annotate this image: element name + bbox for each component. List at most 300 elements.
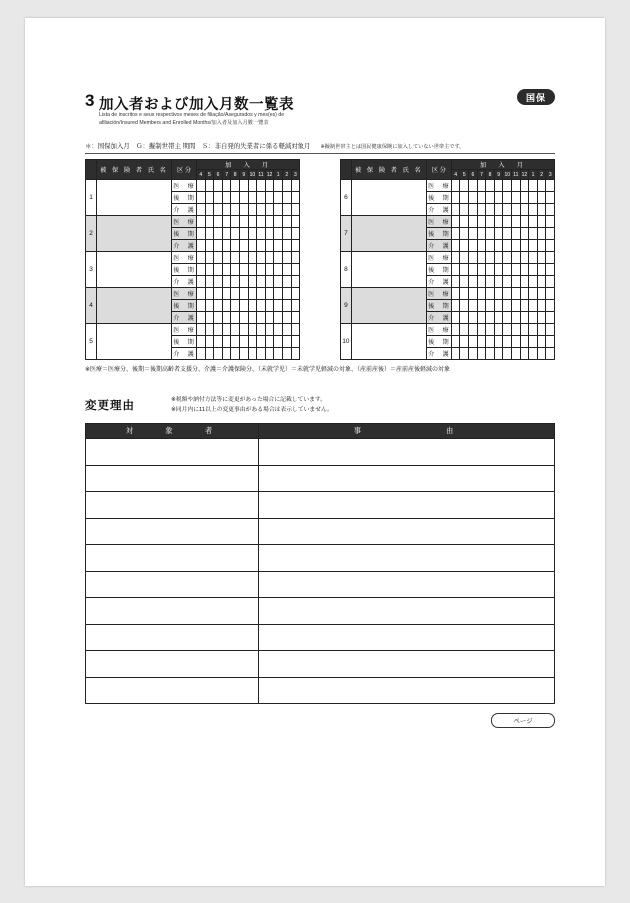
month-cell[interactable]: [222, 192, 231, 204]
month-cell[interactable]: [477, 324, 486, 336]
month-cell[interactable]: [494, 204, 503, 216]
reason-target-cell[interactable]: [86, 677, 259, 704]
month-cell[interactable]: [537, 300, 546, 312]
month-cell[interactable]: [265, 264, 274, 276]
month-cell[interactable]: [503, 288, 512, 300]
month-cell[interactable]: [520, 228, 529, 240]
month-cell[interactable]: [469, 216, 478, 228]
month-cell[interactable]: [520, 300, 529, 312]
month-cell[interactable]: [460, 252, 469, 264]
month-cell[interactable]: [197, 192, 206, 204]
month-cell[interactable]: [274, 192, 283, 204]
month-cell[interactable]: [257, 252, 266, 264]
insured-name-cell[interactable]: [97, 216, 172, 252]
month-cell[interactable]: [291, 288, 300, 300]
month-cell[interactable]: [537, 336, 546, 348]
reason-target-cell[interactable]: [86, 651, 259, 678]
month-cell[interactable]: [512, 312, 521, 324]
reason-target-cell[interactable]: [86, 571, 259, 598]
month-cell[interactable]: [231, 204, 240, 216]
month-cell[interactable]: [231, 300, 240, 312]
month-cell[interactable]: [214, 192, 223, 204]
month-cell[interactable]: [529, 240, 538, 252]
month-cell[interactable]: [257, 324, 266, 336]
month-cell[interactable]: [503, 276, 512, 288]
month-cell[interactable]: [265, 324, 274, 336]
month-cell[interactable]: [239, 192, 248, 204]
month-cell[interactable]: [248, 228, 257, 240]
month-cell[interactable]: [205, 240, 214, 252]
month-cell[interactable]: [486, 252, 495, 264]
month-cell[interactable]: [197, 312, 206, 324]
month-cell[interactable]: [274, 288, 283, 300]
month-cell[interactable]: [494, 288, 503, 300]
month-cell[interactable]: [546, 252, 555, 264]
month-cell[interactable]: [460, 312, 469, 324]
reason-reason-cell[interactable]: [259, 545, 555, 572]
month-cell[interactable]: [282, 240, 291, 252]
month-cell[interactable]: [529, 336, 538, 348]
month-cell[interactable]: [503, 264, 512, 276]
month-cell[interactable]: [222, 228, 231, 240]
month-cell[interactable]: [494, 276, 503, 288]
month-cell[interactable]: [231, 324, 240, 336]
month-cell[interactable]: [291, 348, 300, 360]
month-cell[interactable]: [239, 228, 248, 240]
month-cell[interactable]: [274, 228, 283, 240]
month-cell[interactable]: [520, 204, 529, 216]
month-cell[interactable]: [214, 180, 223, 192]
month-cell[interactable]: [231, 276, 240, 288]
month-cell[interactable]: [205, 324, 214, 336]
month-cell[interactable]: [248, 276, 257, 288]
month-cell[interactable]: [231, 336, 240, 348]
month-cell[interactable]: [197, 204, 206, 216]
month-cell[interactable]: [205, 300, 214, 312]
month-cell[interactable]: [239, 336, 248, 348]
month-cell[interactable]: [512, 264, 521, 276]
month-cell[interactable]: [486, 276, 495, 288]
reason-target-cell[interactable]: [86, 492, 259, 519]
month-cell[interactable]: [291, 276, 300, 288]
month-cell[interactable]: [460, 180, 469, 192]
month-cell[interactable]: [451, 288, 460, 300]
month-cell[interactable]: [248, 192, 257, 204]
month-cell[interactable]: [520, 312, 529, 324]
month-cell[interactable]: [257, 240, 266, 252]
month-cell[interactable]: [239, 324, 248, 336]
month-cell[interactable]: [537, 324, 546, 336]
month-cell[interactable]: [214, 324, 223, 336]
month-cell[interactable]: [222, 276, 231, 288]
month-cell[interactable]: [257, 348, 266, 360]
month-cell[interactable]: [231, 264, 240, 276]
month-cell[interactable]: [529, 192, 538, 204]
month-cell[interactable]: [205, 252, 214, 264]
month-cell[interactable]: [469, 192, 478, 204]
month-cell[interactable]: [257, 276, 266, 288]
month-cell[interactable]: [486, 180, 495, 192]
month-cell[interactable]: [546, 264, 555, 276]
month-cell[interactable]: [274, 300, 283, 312]
month-cell[interactable]: [503, 216, 512, 228]
month-cell[interactable]: [469, 288, 478, 300]
month-cell[interactable]: [451, 276, 460, 288]
month-cell[interactable]: [512, 252, 521, 264]
month-cell[interactable]: [197, 228, 206, 240]
month-cell[interactable]: [537, 276, 546, 288]
month-cell[interactable]: [282, 180, 291, 192]
month-cell[interactable]: [477, 180, 486, 192]
month-cell[interactable]: [231, 312, 240, 324]
month-cell[interactable]: [546, 324, 555, 336]
month-cell[interactable]: [214, 312, 223, 324]
month-cell[interactable]: [537, 204, 546, 216]
month-cell[interactable]: [231, 192, 240, 204]
month-cell[interactable]: [257, 180, 266, 192]
reason-reason-cell[interactable]: [259, 465, 555, 492]
month-cell[interactable]: [248, 180, 257, 192]
month-cell[interactable]: [520, 336, 529, 348]
insured-name-cell[interactable]: [351, 180, 426, 216]
month-cell[interactable]: [197, 348, 206, 360]
month-cell[interactable]: [257, 300, 266, 312]
month-cell[interactable]: [239, 348, 248, 360]
month-cell[interactable]: [222, 252, 231, 264]
month-cell[interactable]: [469, 300, 478, 312]
month-cell[interactable]: [469, 264, 478, 276]
month-cell[interactable]: [222, 240, 231, 252]
reason-target-cell[interactable]: [86, 545, 259, 572]
month-cell[interactable]: [469, 204, 478, 216]
month-cell[interactable]: [512, 192, 521, 204]
month-cell[interactable]: [265, 204, 274, 216]
month-cell[interactable]: [248, 204, 257, 216]
month-cell[interactable]: [282, 204, 291, 216]
month-cell[interactable]: [214, 336, 223, 348]
month-cell[interactable]: [503, 180, 512, 192]
month-cell[interactable]: [451, 240, 460, 252]
month-cell[interactable]: [494, 216, 503, 228]
month-cell[interactable]: [494, 228, 503, 240]
month-cell[interactable]: [222, 216, 231, 228]
month-cell[interactable]: [239, 216, 248, 228]
month-cell[interactable]: [257, 228, 266, 240]
month-cell[interactable]: [222, 336, 231, 348]
month-cell[interactable]: [512, 204, 521, 216]
month-cell[interactable]: [477, 348, 486, 360]
month-cell[interactable]: [274, 204, 283, 216]
month-cell[interactable]: [477, 336, 486, 348]
month-cell[interactable]: [486, 348, 495, 360]
month-cell[interactable]: [469, 348, 478, 360]
month-cell[interactable]: [205, 180, 214, 192]
reason-target-cell[interactable]: [86, 518, 259, 545]
month-cell[interactable]: [537, 348, 546, 360]
month-cell[interactable]: [520, 264, 529, 276]
month-cell[interactable]: [197, 300, 206, 312]
month-cell[interactable]: [248, 300, 257, 312]
month-cell[interactable]: [469, 312, 478, 324]
month-cell[interactable]: [291, 300, 300, 312]
month-cell[interactable]: [282, 252, 291, 264]
month-cell[interactable]: [214, 264, 223, 276]
month-cell[interactable]: [239, 252, 248, 264]
month-cell[interactable]: [214, 240, 223, 252]
month-cell[interactable]: [451, 324, 460, 336]
insured-name-cell[interactable]: [97, 288, 172, 324]
month-cell[interactable]: [529, 180, 538, 192]
month-cell[interactable]: [291, 204, 300, 216]
month-cell[interactable]: [265, 276, 274, 288]
month-cell[interactable]: [503, 228, 512, 240]
month-cell[interactable]: [257, 192, 266, 204]
month-cell[interactable]: [248, 312, 257, 324]
reason-reason-cell[interactable]: [259, 492, 555, 519]
month-cell[interactable]: [214, 228, 223, 240]
month-cell[interactable]: [265, 240, 274, 252]
month-cell[interactable]: [512, 348, 521, 360]
month-cell[interactable]: [460, 300, 469, 312]
month-cell[interactable]: [282, 348, 291, 360]
month-cell[interactable]: [222, 348, 231, 360]
month-cell[interactable]: [529, 228, 538, 240]
insured-name-cell[interactable]: [97, 252, 172, 288]
month-cell[interactable]: [239, 276, 248, 288]
month-cell[interactable]: [239, 300, 248, 312]
month-cell[interactable]: [494, 264, 503, 276]
month-cell[interactable]: [205, 348, 214, 360]
month-cell[interactable]: [291, 228, 300, 240]
month-cell[interactable]: [537, 192, 546, 204]
month-cell[interactable]: [239, 180, 248, 192]
month-cell[interactable]: [451, 252, 460, 264]
month-cell[interactable]: [231, 228, 240, 240]
month-cell[interactable]: [520, 324, 529, 336]
month-cell[interactable]: [477, 300, 486, 312]
month-cell[interactable]: [265, 228, 274, 240]
month-cell[interactable]: [222, 264, 231, 276]
month-cell[interactable]: [197, 264, 206, 276]
month-cell[interactable]: [512, 228, 521, 240]
month-cell[interactable]: [291, 252, 300, 264]
month-cell[interactable]: [486, 204, 495, 216]
month-cell[interactable]: [477, 240, 486, 252]
month-cell[interactable]: [239, 204, 248, 216]
month-cell[interactable]: [494, 324, 503, 336]
month-cell[interactable]: [529, 288, 538, 300]
month-cell[interactable]: [282, 288, 291, 300]
month-cell[interactable]: [503, 348, 512, 360]
month-cell[interactable]: [512, 276, 521, 288]
month-cell[interactable]: [537, 312, 546, 324]
month-cell[interactable]: [205, 336, 214, 348]
month-cell[interactable]: [291, 264, 300, 276]
month-cell[interactable]: [546, 228, 555, 240]
insured-name-cell[interactable]: [351, 252, 426, 288]
month-cell[interactable]: [469, 324, 478, 336]
month-cell[interactable]: [274, 240, 283, 252]
month-cell[interactable]: [222, 180, 231, 192]
month-cell[interactable]: [503, 240, 512, 252]
month-cell[interactable]: [546, 180, 555, 192]
month-cell[interactable]: [197, 324, 206, 336]
month-cell[interactable]: [214, 276, 223, 288]
month-cell[interactable]: [222, 204, 231, 216]
month-cell[interactable]: [265, 180, 274, 192]
reason-reason-cell[interactable]: [259, 651, 555, 678]
month-cell[interactable]: [520, 288, 529, 300]
reason-reason-cell[interactable]: [259, 624, 555, 651]
month-cell[interactable]: [537, 180, 546, 192]
month-cell[interactable]: [214, 252, 223, 264]
month-cell[interactable]: [460, 228, 469, 240]
month-cell[interactable]: [239, 264, 248, 276]
month-cell[interactable]: [512, 216, 521, 228]
month-cell[interactable]: [469, 228, 478, 240]
month-cell[interactable]: [451, 348, 460, 360]
month-cell[interactable]: [529, 264, 538, 276]
month-cell[interactable]: [265, 288, 274, 300]
month-cell[interactable]: [546, 312, 555, 324]
month-cell[interactable]: [205, 312, 214, 324]
month-cell[interactable]: [477, 204, 486, 216]
month-cell[interactable]: [451, 228, 460, 240]
month-cell[interactable]: [546, 216, 555, 228]
month-cell[interactable]: [520, 252, 529, 264]
month-cell[interactable]: [477, 216, 486, 228]
month-cell[interactable]: [451, 180, 460, 192]
month-cell[interactable]: [291, 180, 300, 192]
month-cell[interactable]: [460, 324, 469, 336]
month-cell[interactable]: [197, 276, 206, 288]
month-cell[interactable]: [257, 336, 266, 348]
month-cell[interactable]: [291, 192, 300, 204]
month-cell[interactable]: [248, 216, 257, 228]
month-cell[interactable]: [214, 348, 223, 360]
month-cell[interactable]: [529, 276, 538, 288]
month-cell[interactable]: [257, 288, 266, 300]
month-cell[interactable]: [512, 240, 521, 252]
insured-name-cell[interactable]: [351, 288, 426, 324]
month-cell[interactable]: [503, 204, 512, 216]
month-cell[interactable]: [231, 240, 240, 252]
month-cell[interactable]: [537, 240, 546, 252]
month-cell[interactable]: [537, 264, 546, 276]
month-cell[interactable]: [486, 264, 495, 276]
reason-reason-cell[interactable]: [259, 677, 555, 704]
month-cell[interactable]: [205, 264, 214, 276]
month-cell[interactable]: [520, 240, 529, 252]
month-cell[interactable]: [469, 240, 478, 252]
month-cell[interactable]: [546, 288, 555, 300]
month-cell[interactable]: [546, 240, 555, 252]
month-cell[interactable]: [451, 300, 460, 312]
reason-target-cell[interactable]: [86, 598, 259, 625]
month-cell[interactable]: [197, 240, 206, 252]
month-cell[interactable]: [477, 192, 486, 204]
month-cell[interactable]: [469, 336, 478, 348]
month-cell[interactable]: [529, 300, 538, 312]
month-cell[interactable]: [529, 216, 538, 228]
month-cell[interactable]: [205, 216, 214, 228]
month-cell[interactable]: [222, 288, 231, 300]
month-cell[interactable]: [257, 312, 266, 324]
month-cell[interactable]: [205, 192, 214, 204]
month-cell[interactable]: [460, 336, 469, 348]
month-cell[interactable]: [451, 264, 460, 276]
month-cell[interactable]: [282, 324, 291, 336]
month-cell[interactable]: [197, 336, 206, 348]
month-cell[interactable]: [282, 300, 291, 312]
month-cell[interactable]: [239, 288, 248, 300]
month-cell[interactable]: [214, 216, 223, 228]
month-cell[interactable]: [222, 324, 231, 336]
month-cell[interactable]: [205, 204, 214, 216]
month-cell[interactable]: [469, 252, 478, 264]
month-cell[interactable]: [494, 300, 503, 312]
month-cell[interactable]: [291, 324, 300, 336]
month-cell[interactable]: [520, 276, 529, 288]
month-cell[interactable]: [214, 300, 223, 312]
month-cell[interactable]: [546, 300, 555, 312]
month-cell[interactable]: [205, 228, 214, 240]
month-cell[interactable]: [529, 204, 538, 216]
month-cell[interactable]: [486, 216, 495, 228]
month-cell[interactable]: [460, 204, 469, 216]
month-cell[interactable]: [257, 216, 266, 228]
month-cell[interactable]: [546, 204, 555, 216]
month-cell[interactable]: [274, 180, 283, 192]
month-cell[interactable]: [231, 216, 240, 228]
month-cell[interactable]: [248, 288, 257, 300]
month-cell[interactable]: [291, 312, 300, 324]
month-cell[interactable]: [205, 276, 214, 288]
month-cell[interactable]: [248, 240, 257, 252]
month-cell[interactable]: [257, 264, 266, 276]
month-cell[interactable]: [503, 312, 512, 324]
month-cell[interactable]: [222, 300, 231, 312]
month-cell[interactable]: [520, 216, 529, 228]
month-cell[interactable]: [460, 264, 469, 276]
month-cell[interactable]: [197, 288, 206, 300]
month-cell[interactable]: [486, 300, 495, 312]
reason-target-cell[interactable]: [86, 439, 259, 466]
month-cell[interactable]: [282, 192, 291, 204]
month-cell[interactable]: [214, 204, 223, 216]
insured-name-cell[interactable]: [351, 324, 426, 360]
month-cell[interactable]: [248, 336, 257, 348]
month-cell[interactable]: [477, 252, 486, 264]
month-cell[interactable]: [477, 276, 486, 288]
month-cell[interactable]: [494, 252, 503, 264]
month-cell[interactable]: [460, 240, 469, 252]
month-cell[interactable]: [512, 336, 521, 348]
month-cell[interactable]: [282, 228, 291, 240]
month-cell[interactable]: [274, 276, 283, 288]
month-cell[interactable]: [486, 288, 495, 300]
month-cell[interactable]: [537, 252, 546, 264]
month-cell[interactable]: [239, 312, 248, 324]
month-cell[interactable]: [231, 288, 240, 300]
month-cell[interactable]: [451, 336, 460, 348]
month-cell[interactable]: [239, 240, 248, 252]
month-cell[interactable]: [494, 348, 503, 360]
reason-reason-cell[interactable]: [259, 518, 555, 545]
month-cell[interactable]: [503, 192, 512, 204]
month-cell[interactable]: [282, 264, 291, 276]
month-cell[interactable]: [546, 192, 555, 204]
